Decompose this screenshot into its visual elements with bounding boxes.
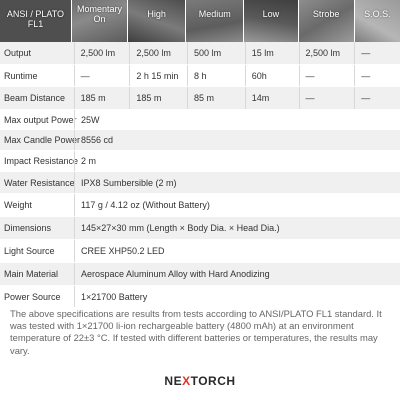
header-mode-label: High [147,9,166,19]
table-cell: — [299,65,355,86]
table-cell: — [74,65,130,86]
header-mode-medium [186,0,244,42]
table-cell: — [354,42,400,64]
row-label: Runtime [4,70,38,81]
row-label: Light Source [4,246,55,256]
header-mode-label: Momentary [76,4,122,14]
table-cell: 2 h 15 min [129,65,187,86]
header-mode-label: Strobe [312,9,340,19]
table-cell: 8 h [187,65,245,86]
table-cell: 185 m [74,87,130,109]
header-mode-low [244,0,298,42]
row-label: Output [4,48,32,58]
header-mode-sos [355,0,400,42]
table-cell: 185 m [129,87,187,109]
table-cell: 500 lm [187,42,245,64]
table-row-light-source [0,240,400,263]
table-row-output [0,42,400,65]
row-value: 1×21700 Battery [74,286,400,307]
row-value: 145×27×30 mm (Length × Body Dia. × Head Dia.) [74,217,400,239]
table-cell: 85 m [187,87,245,109]
row-value: Aerospace Aluminum Alloy with Hard Anodizing [74,263,400,285]
row-label: Power Source [4,291,61,302]
row-label: Impact Resistance [4,156,79,166]
table-cell: 60h [245,65,299,86]
spec-table [0,42,400,308]
header-mode-label: Medium [198,9,231,19]
table-cell: 2,500 lm [74,42,130,64]
table-row-runtime [0,65,400,87]
row-value: IPX8 Sumbersible (2 m) [74,172,400,193]
table-cell: 2,500 lm [129,42,187,64]
header-mode-label: On [93,14,106,24]
table-row-main-material [0,263,400,286]
brand-logo-x: X [182,374,191,388]
table-cell: 15 lm [245,42,299,64]
table-row-power-source [0,286,400,308]
table-row-beam-distance [0,87,400,110]
brand-logo-part: TORCH [190,374,236,388]
row-value: 8556 cd [74,130,400,150]
table-cell: — [299,87,355,109]
header-mode-strobe [299,0,355,42]
header-standard-line1: ANSI / PLATO [6,9,65,19]
table-row-impact-resistance [0,151,400,172]
mode-header [0,0,400,42]
header-mode-momentary [72,0,128,42]
table-row-weight [0,194,400,217]
table-cell: — [354,65,400,86]
row-label: Water Resistance [4,177,75,188]
row-value: 117 g / 4.12 oz (Without Battery) [74,194,400,216]
row-label: Max output Power [4,114,77,125]
row-value: CREE XHP50.2 LED [74,240,400,262]
row-label: Max Candle Power [4,135,81,145]
table-row-dimensions [0,217,400,240]
brand-logo-part: NE [164,374,183,388]
row-label: Weight [4,200,32,210]
table-cell: 2,500 lm [299,42,355,64]
test-conditions-note: The above specifications are results from tests according to ANSI/PLATO FL1 standard. It was tested with 1×21700 li-ion rechargeable battery (4800 mAh) at an environment temperature of 22±3 °C. If tested with different batteries or temperatures, the results may vary. [10,308,382,356]
table-cell: 14m [245,87,299,109]
row-label: Main Material [4,269,59,279]
table-row-max-candle-power [0,130,400,151]
row-label: Beam Distance [4,93,66,103]
table-row-max-output-power [0,110,400,130]
table-cell: — [354,87,400,109]
row-value: 25W [74,110,400,129]
header-standard-line2: FL1 [27,19,44,29]
row-label: Dimensions [4,223,52,233]
table-row-water-resistance [0,172,400,194]
header-standard [0,0,72,42]
header-mode-label: Low [262,9,280,19]
header-mode-label: S.O.S. [364,9,391,19]
brand-logo [0,374,400,388]
row-value: 2 m [74,151,400,171]
header-mode-high [128,0,186,42]
